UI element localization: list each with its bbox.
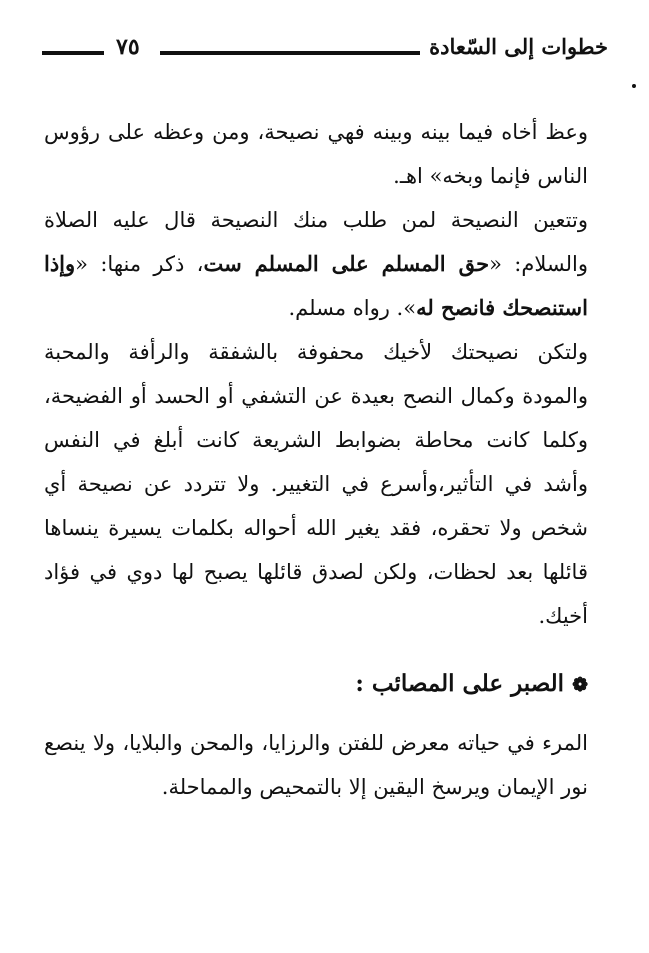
paragraph-2: وتتعين النصيحة لمن طلب منك النصيحة قال عليه الصلاة والسلام: «حق المسلم على المسلم ست، ذكر منها: «وإذا استنصحك فانصح له». رواه مسلم. — [44, 208, 589, 320]
paragraph-4: المرء في حياته معرض للفتن والرزايا، والمحن والبلايا، ولا ينصع نور الإيمان ويرسخ اليقين إلا بالتمحيص والمماحلة. — [44, 731, 588, 799]
header-rule-right — [160, 51, 420, 55]
margin-dot — [632, 84, 636, 88]
book-title: خطوات إلى السّعادة — [429, 34, 608, 59]
hadith-quote: حق المسلم على المسلم ست — [203, 251, 490, 276]
flower-icon: ❁ — [572, 674, 588, 696]
section-heading: ❁ الصبر على المصائب : — [355, 670, 588, 697]
running-header — [42, 30, 608, 70]
page-number: ٧٥ — [116, 34, 140, 60]
paragraph-1: وعظ أخاه فيما بينه وبينه فهي نصيحة، ومن وعظه على رؤوس الناس فإنما وبخه» اهـ. — [44, 120, 588, 188]
paragraph-3: ولتكن نصيحتك لأخيك محفوفة بالشفقة والرأفة والمحبة والمودة وكمال النصح بعيدة عن التشفي أو الحسد أو الفضيحة، وكلما كانت محاطة بضوابط الشريعة كانت أبلغ في النفس وأشد في التأثير،وأسرع في التغيير. ولا تتردد عن نصيحة أي شخص ولا تحقره، فقد يغير الله أحواله بكلمات يسيرة ينساها قائلها بعد لحظات، ولكن لصدق قائلها يصبح لها دوي في فؤاد أخيك. — [44, 340, 588, 628]
header-rule-left — [42, 51, 104, 55]
hadith-quote-2: وإذا استنصحك فانصح له — [44, 251, 588, 320]
body-text — [44, 110, 588, 809]
